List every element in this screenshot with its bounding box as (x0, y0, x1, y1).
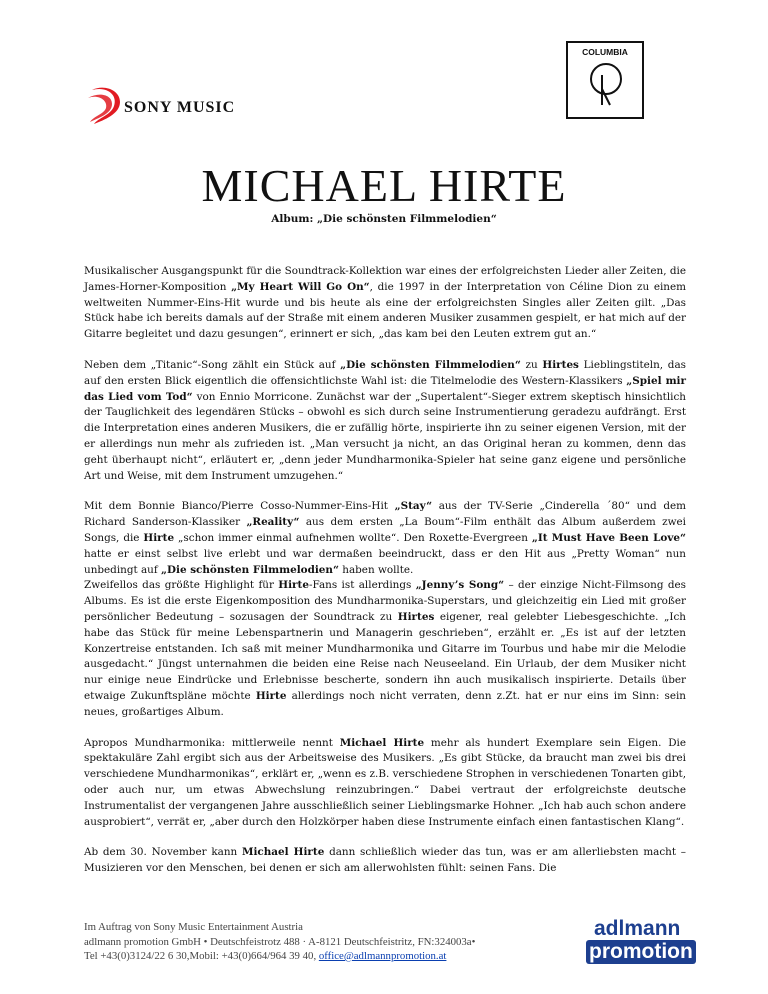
paragraph-4: Zweifellos das größte Highlight für Hirte-Fans ist allerdings „Jenny’s Song“ – der einzige Nicht-Filmsong des Albums. Es ist die erste Eigenkomposition des Mundharmonika-Superstars, und gleichzeitig ein Lied mit großer persönlicher Bedeutung – sozusagen der Soundtrack zu Hirtes eigener, real gelebter Liebesgeschichte. „Ich habe das Stück für meine Lebenspartnerin und Managerin geschrieben“, erzählt er. „Es ist auf der letzten Konzertreise entstanden. Ich saß mit meiner Mundharmonika und Gitarre im Tourbus und habe mir die Melodie ausgedacht.“ Jüngst unternahmen die beiden eine Reise nach Neuseeland. Ein Urlaub, der dem Musiker nicht nur einige neue Eindrücke und Erlebnisse bescherte, sondern ihn auch musikalisch inspirierte. Details über etwaige Zukunftspläne möchte Hirte allerdings noch nicht verraten, denn z.Zt. hat er nur eins im Sinn: sein neues, großartiges Album. (84, 579, 687, 718)
adlmann-promotion-logo (586, 917, 693, 966)
footer-line-2: adlmann promotion GmbH • Deutschfeistrotz 488 · A-8121 Deutschfeistritz, FN:324003a• (84, 935, 476, 948)
paragraph-3: Mit dem Bonnie Bianco/Pierre Cosso-Nummer-Eins-Hit „Stay“ aus der TV-Serie „Cinderella ´80“ und dem Richard Sanderson-Klassiker „Reality“ aus dem ersten „La Boum“-Film enthält das Album außerdem zwei Songs, die Hirte „schon immer einmal aufnehmen wollte“. Den Roxette-Evergreen „It Must Have Been Love“ hatte er einst selbst live erlebt und war dermaßen beeindruckt, dass er den Hit aus „Pretty Woman“ nun unbedingt auf „Die schönsten Filmmelodien“ haben wollte. (84, 500, 686, 576)
page-title: MICHAEL HIRTE (201, 160, 567, 211)
columbia-logo (566, 41, 644, 119)
sony-music-wave-icon (84, 84, 124, 128)
album-subtitle: Album: „Die schönsten Filmmelodien“ (271, 213, 497, 225)
footer-line-3: Tel +43(0)3124/22 6 30,Mobil: +43(0)664/964 39 40, office@adlmannpromotion.at (84, 950, 447, 962)
paragraph-2: Neben dem „Titanic“-Song zählt ein Stück auf „Die schönsten Filmmelodien“ zu Hirtes Lieblingstiteln, das auf den ersten Blick eigentlich die offensichtlichste Wahl ist: die Titelmelodie des Western-Klassikers „Spiel mir das Lied vom Tod“ von Ennio Morricone. Zunächst war der „Supertalent“-Sieger extrem skeptisch hinsichtlich der Tauglichkeit des legendären Stücks – obwohl es sich durch seine Instrumentierung geradezu aufdrängt. Erst die Interpretation eines anderen Musikers, die er zufällig hörte, inspirierte ihn zu seiner eigenen Version, mit der er allerdings nun mehr als zufrieden ist. „Man versucht ja nicht, an das Original heran zu kommen, denn das geht überhaupt nicht“, erläutert er, „denn jeder Mundharmonika-Spieler hat seine ganz eigene und persönliche Art und Weise, mit dem Instrument umzugehen.“ (84, 358, 686, 482)
columbia-notes-icon (586, 59, 626, 115)
footer-line-1: Im Auftrag von Sony Music Entertainment Austria (84, 921, 303, 933)
sony-music-logo (84, 84, 244, 128)
paragraph-6: Ab dem 30. November kann Michael Hirte dann schließlich wieder das tun, was er am allerliebsten macht – Musizieren vor den Menschen, bei denen er sich am allerwohlsten fühlt: seinen Fans. Die (84, 846, 686, 875)
footer (84, 920, 604, 964)
adlmann-logo-bottom: promotion (586, 940, 696, 964)
columbia-label: COLUMBIA (582, 47, 628, 57)
adlmann-logo-top: adlmann (594, 917, 681, 940)
paragraph-5: Apropos Mundharmonika: mittlerweile nennt Michael Hirte mehr als hundert Exemplare sein Eigen. Die spektakuläre Zahl ergibt sich aus der Arbeitsweise des Musikers. „Es gibt Stücke, da braucht man zwei bis drei verschiedene Mundharmonikas“, erklärt er, „wenn es z.B. verschiedene Strophen in verschiedenen Tonarten gibt, oder auch nur, um etwas Abwechslung reinzubringen.“ Dabei vertraut der erfolgreichste deutsche Instrumentalist der vergangenen Jahre ausschließlich seiner Lieblingsmarke Hohner. „Ich hab auch schon andere ausprobiert“, verrät er, „aber durch den Holzkörper haben diese Instrumente einfach einen fantastischen Klang“. (84, 736, 686, 828)
article-body (84, 264, 686, 892)
paragraph-1: Musikalischer Ausgangspunkt für die Soundtrack-Kollektion war eines der erfolgreichsten Lieder aller Zeiten, die James-Horner-Komposition „My Heart Will Go On“, die 1997 in der Interpretation von Céline Dion zu einem weltweiten Nummer-Eins-Hit wurde und bis heute als eine der erfolgreichsten Singles aller Zeiten gilt. „Das Stück habe ich bereits damals auf der Straße mit einem anderen Musiker zusammen gespielt, er hat mich auf der Gitarre begleitet und dazu gesungen“, erinnert er sich, „das kam bei den Leuten extrem gut an.“ (84, 265, 686, 341)
email-link[interactable]: office@adlmannpromotion.at (318, 950, 447, 962)
sony-music-wordmark: SONY MUSIC (124, 99, 236, 116)
